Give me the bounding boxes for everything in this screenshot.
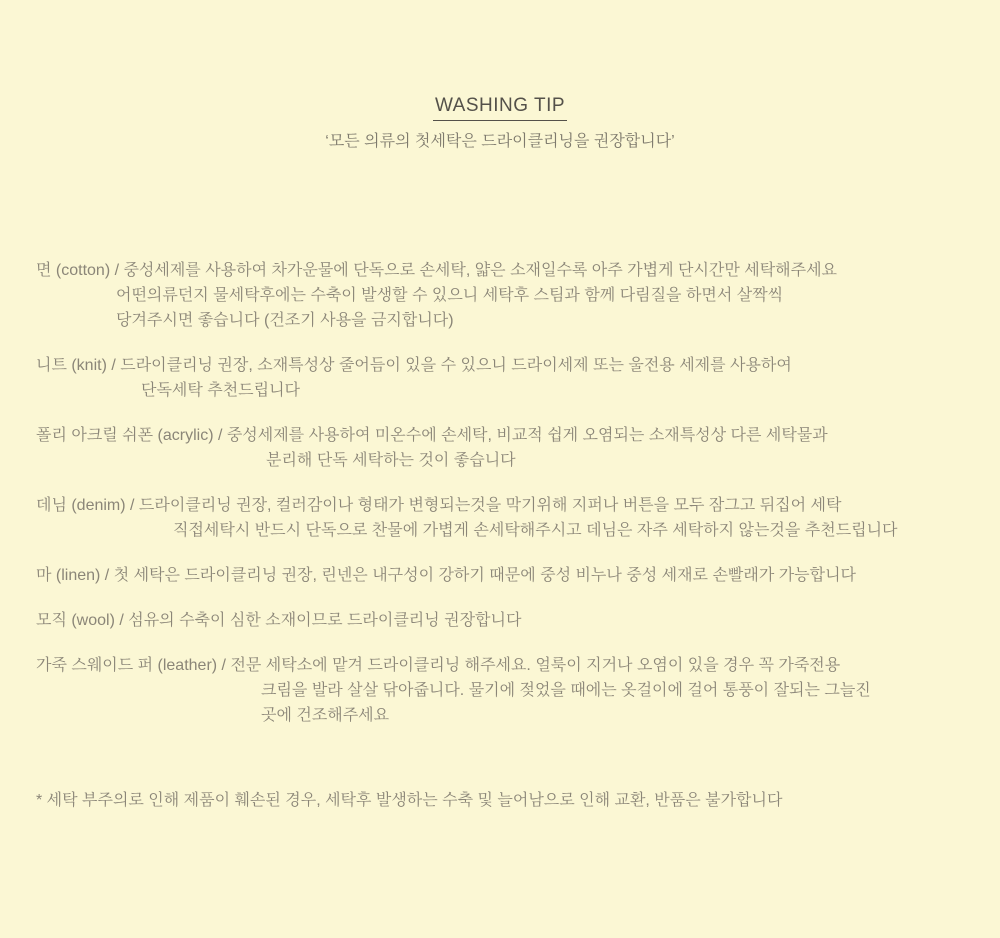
care-line: 곳에 건조해주세요: [261, 707, 390, 724]
care-line: 니트 (knit) / 드라이클리닝 권장, 소재특성상 줄어듬이 있을 수 있으니 드라이세제 또는 울전용 세제를 사용하여: [36, 357, 792, 374]
care-line: 폴리 아크릴 쉬폰 (acrylic) / 중성세제를 사용하여 미온수에 손세탁, 비교적 쉽게 오염되는 소재특성상 다른 세탁물과: [36, 427, 828, 444]
care-section-acrylic: [36, 423, 964, 473]
care-line: 면 (cotton) / 중성세제를 사용하여 차가운물에 단독으로 손세탁, 얇은 소재일수록 아주 가볍게 단시간만 세탁해주세요: [36, 262, 837, 279]
page-header: [36, 96, 964, 154]
care-line: 모직 (wool) / 섬유의 수축이 심한 소재이므로 드라이클리닝 권장합니다: [36, 612, 522, 629]
page-subtitle: ‘모든 의류의 첫세탁은 드라이클리닝을 권장합니다’: [325, 133, 675, 150]
care-disclaimer: * 세탁 부주의로 인해 제품이 훼손된 경우, 세탁후 발생하는 수축 및 늘어남으로 인해 교환, 반품은 불가합니다: [36, 792, 783, 809]
care-section-knit: [36, 353, 964, 403]
care-line: 어떤의류던지 물세탁후에는 수축이 발생할 수 있으니 세탁후 스팀과 함께 다림질을 하면서 살짝씩: [116, 287, 784, 304]
care-section-wool: [36, 608, 964, 633]
care-line: 가죽 스웨이드 퍼 (leather) / 전문 세탁소에 맡겨 드라이클리닝 해주세요. 얼룩이 지거나 오염이 있을 경우 꼭 가죽전용: [36, 657, 841, 674]
care-instructions-list: [36, 258, 964, 728]
care-section-denim: [36, 493, 964, 543]
care-line: 당겨주시면 좋습니다 (건조기 사용을 금지합니다): [116, 312, 454, 329]
care-line: 단독세탁 추천드립니다: [141, 382, 301, 399]
care-line: 데님 (denim) / 드라이클리닝 권장, 컬러감이나 형태가 변형되는것을 막기위해 지퍼나 버튼을 모두 잠그고 뒤집어 세탁: [36, 497, 842, 514]
page-title: WASHING TIP: [433, 96, 567, 121]
care-line: 크림을 발라 살살 닦아줍니다. 물기에 젖었을 때에는 옷걸이에 걸어 통풍이 잘되는 그늘진: [261, 682, 871, 699]
care-line: 마 (linen) / 첫 세탁은 드라이클리닝 권장, 린넨은 내구성이 강하기 때문에 중성 비누나 중성 세재로 손빨래가 가능합니다: [36, 567, 856, 584]
care-line: 분리해 단독 세탁하는 것이 좋습니다: [266, 452, 516, 469]
care-section-leather: [36, 653, 964, 728]
care-section-cotton: [36, 258, 964, 333]
care-line: 직접세탁시 반드시 단독으로 찬물에 가볍게 손세탁해주시고 데님은 자주 세탁하지 않는것을 추천드립니다: [173, 522, 898, 539]
care-section-linen: [36, 563, 964, 588]
